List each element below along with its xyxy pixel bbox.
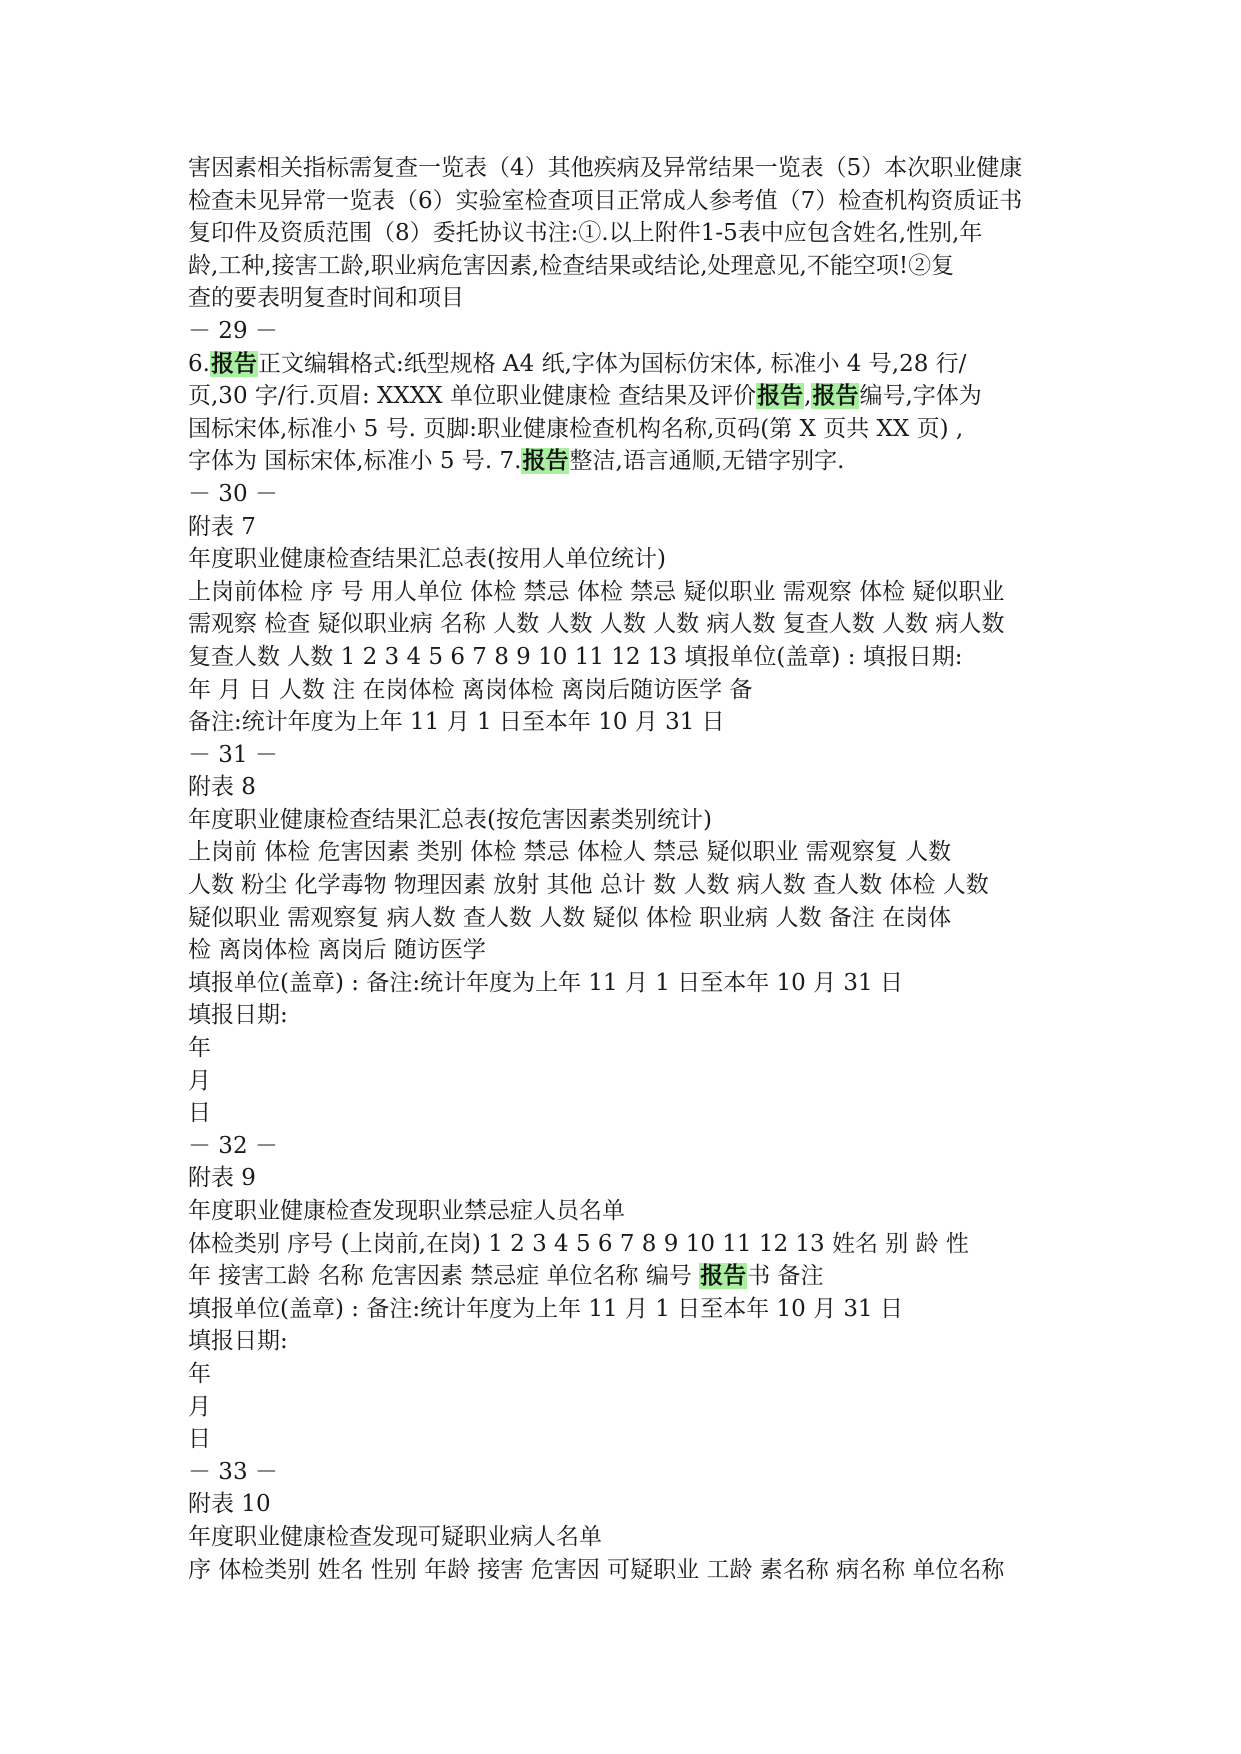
text-segment: 附表 9 xyxy=(188,1165,256,1192)
text-line xyxy=(188,641,1068,674)
text-line xyxy=(188,1097,1068,1130)
text-line xyxy=(188,445,1068,478)
document-page xyxy=(188,152,1068,1586)
text-segment: 填报日期: xyxy=(188,1002,288,1029)
text-segment: 年度职业健康检查发现职业禁忌症人员名单 xyxy=(188,1198,625,1224)
text-segment: － 33 － xyxy=(188,1458,278,1485)
text-segment: 体检类别 序号 (上岗前,在岗) 1 2 3 4 5 6 7 8 9 10 11 12 13 姓名 别 龄 性 xyxy=(188,1230,969,1257)
text-line xyxy=(188,511,1068,544)
text-segment: 年度职业健康检查结果汇总表(按危害因素类别统计) xyxy=(188,806,712,833)
text-segment: 年度职业健康检查发现可疑职业病人名单 xyxy=(188,1523,602,1550)
text-line xyxy=(188,1456,1068,1489)
text-line xyxy=(188,739,1068,772)
text-segment: 页,30 字/行.页眉: XXXX 单位职业健康检 查结果及评价 xyxy=(188,383,757,410)
text-segment: 附表 8 xyxy=(188,774,256,801)
text-line xyxy=(188,836,1068,869)
text-segment: 年度职业健康检查结果汇总表(按用人单位统计) xyxy=(188,546,666,573)
text-line xyxy=(188,1195,1068,1228)
text-line xyxy=(188,1488,1068,1521)
text-line xyxy=(188,674,1068,707)
text-line xyxy=(188,380,1068,413)
text-segment: 年 接害工龄 名称 危害因素 禁忌症 单位名称 编号 xyxy=(188,1263,700,1290)
text-segment: 年 月 日 人数 注 在岗体检 离岗体检 离岗后随访医学 备 xyxy=(188,676,753,703)
text-line xyxy=(188,869,1068,902)
text-segment: － 29 － xyxy=(188,317,278,344)
text-line xyxy=(188,902,1068,935)
text-line xyxy=(188,282,1068,315)
text-segment: 检 离岗体检 离岗后 随访医学 xyxy=(188,937,486,964)
text-segment: 复查人数 人数 1 2 3 4 5 6 7 8 9 10 11 12 13 填报单位(盖章) : 填报日期: xyxy=(188,643,963,670)
text-segment: － 30 － xyxy=(188,480,278,507)
text-line xyxy=(188,217,1068,250)
text-line xyxy=(188,185,1068,218)
text-segment: 年 xyxy=(188,1360,211,1387)
text-segment: 月 xyxy=(188,1067,211,1094)
text-segment: 填报单位(盖章) : 备注:统计年度为上年 11 月 1 日至本年 10 月 31 日 xyxy=(188,1295,903,1322)
text-line xyxy=(188,934,1068,967)
text-segment: 编号,字体为 xyxy=(859,383,982,410)
text-segment: 害因素相关指标需复查一览表（4）其他疾病及异常结果一览表（5）本次职业健康 xyxy=(188,155,1023,181)
text-line xyxy=(188,543,1068,576)
text-line xyxy=(188,1325,1068,1358)
text-line xyxy=(188,1521,1068,1554)
highlighted-keyword: 报告 xyxy=(812,383,859,410)
text-line xyxy=(188,1228,1068,1261)
text-segment: 日 xyxy=(188,1426,211,1453)
text-segment: 书 备注 xyxy=(747,1263,824,1290)
text-segment: 查的要表明复查时间和项目 xyxy=(188,285,464,312)
text-segment: 龄,工种,接害工龄,职业病危害因素,检查结果或结论,处理意见,不能空项!②复 xyxy=(188,252,955,279)
highlighted-keyword: 报告 xyxy=(700,1263,747,1290)
text-line xyxy=(188,152,1068,185)
text-segment: － 31 － xyxy=(188,741,278,768)
text-segment: 填报日期: xyxy=(188,1328,288,1355)
text-segment: 填报单位(盖章) : 备注:统计年度为上年 11 月 1 日至本年 10 月 31 日 xyxy=(188,969,903,996)
text-line xyxy=(188,1260,1068,1293)
text-segment: 正文编辑格式:纸型规格 A4 纸,字体为国标仿宋体, 标准小 4 号,28 行/ xyxy=(257,350,967,377)
text-line xyxy=(188,999,1068,1032)
text-segment: 字体为 国标宋体,标准小 5 号. 7. xyxy=(188,448,522,475)
text-line xyxy=(188,608,1068,641)
text-segment: 备注:统计年度为上年 11 月 1 日至本年 10 月 31 日 xyxy=(188,709,725,736)
text-line xyxy=(188,771,1068,804)
text-segment: , xyxy=(804,383,812,410)
text-segment: 需观察 检查 疑似职业病 名称 人数 人数 人数 人数 病人数 复查人数 人数 病人数 xyxy=(188,611,1005,638)
text-line xyxy=(188,478,1068,511)
text-segment: － 32 － xyxy=(188,1132,278,1159)
text-segment: 年 xyxy=(188,1035,211,1062)
text-segment: 附表 10 xyxy=(188,1491,271,1518)
highlighted-keyword: 报告 xyxy=(522,448,569,475)
text-line xyxy=(188,967,1068,1000)
text-line xyxy=(188,250,1068,283)
text-line xyxy=(188,576,1068,609)
text-segment: 月 xyxy=(188,1393,211,1420)
text-segment: 上岗前体检 序 号 用人单位 体检 禁忌 体检 禁忌 疑似职业 需观察 体检 疑似职业 xyxy=(188,578,1005,605)
text-line xyxy=(188,1423,1068,1456)
text-line xyxy=(188,706,1068,739)
text-line xyxy=(188,804,1068,837)
text-segment: 上岗前 体检 危害因素 类别 体检 禁忌 体检人 禁忌 疑似职业 需观察复 人数 xyxy=(188,839,952,866)
highlighted-keyword: 报告 xyxy=(757,383,804,410)
text-line xyxy=(188,1162,1068,1195)
text-line xyxy=(188,1065,1068,1098)
text-segment: 检查未见异常一览表（6）实验室检查项目正常成人参考值（7）检查机构资质证书 xyxy=(188,187,1023,214)
text-segment: 整洁,语言通顺,无错字别字. xyxy=(569,448,845,475)
text-line xyxy=(188,413,1068,446)
text-line xyxy=(188,1130,1068,1163)
text-segment: 国标宋体,标准小 5 号. 页脚:职业健康检查机构名称,页码(第 X 页共 XX 页) , xyxy=(188,415,964,442)
text-segment: 人数 粉尘 化学毒物 物理因素 放射 其他 总计 数 人数 病人数 查人数 体检 人数 xyxy=(188,872,989,899)
text-line xyxy=(188,1554,1068,1587)
text-line xyxy=(188,315,1068,348)
text-segment: 日 xyxy=(188,1100,211,1127)
text-segment: 复印件及资质范围（8）委托协议书注:①.以上附件1-5表中应包含姓名,性别,年 xyxy=(188,220,983,247)
text-line xyxy=(188,1293,1068,1326)
text-segment: 附表 7 xyxy=(188,513,256,540)
text-segment: 序 体检类别 姓名 性别 年龄 接害 危害因 可疑职业 工龄 素名称 病名称 单位名称 xyxy=(188,1556,1005,1583)
text-line xyxy=(188,1032,1068,1065)
text-segment: 疑似职业 需观察复 病人数 查人数 人数 疑似 体检 职业病 人数 备注 在岗体 xyxy=(188,904,952,931)
text-line xyxy=(188,1358,1068,1391)
highlighted-keyword: 报告 xyxy=(210,350,257,377)
text-segment: 6. xyxy=(188,350,210,377)
text-line xyxy=(188,1391,1068,1424)
text-line xyxy=(188,348,1068,381)
